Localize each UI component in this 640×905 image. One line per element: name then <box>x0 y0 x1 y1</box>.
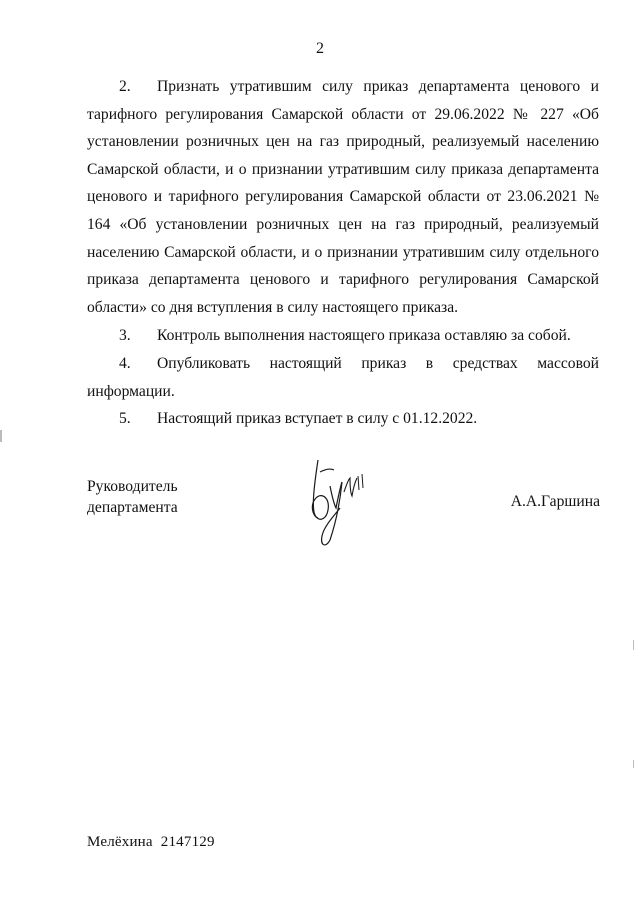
signer-position <box>87 476 178 518</box>
signer-position-line1: Руководитель <box>87 478 178 495</box>
paragraph-number: 4. <box>119 354 131 372</box>
paragraph-2 <box>87 73 599 321</box>
executor-footer <box>87 834 215 851</box>
paragraph-number: 5. <box>119 410 131 428</box>
paragraph-number: 2. <box>119 78 131 95</box>
document-body <box>87 73 599 433</box>
signer-name: А.А.Гаршина <box>510 493 600 510</box>
signer-position-line2: департамента <box>87 499 178 516</box>
paragraph-text: Признать утратившим силу приказ департамента ценового и тарифного регулирования Самарской области от 29.06.2022 № 227 «Об установлении розничных цен на газ природный, реализуемый населению Самарской области, и о признании утратившим силу приказа департамента ценового и тарифного регулирования Самарской области от 23.06.2021 № 164 «Об установлении розничных цен на газ природный, реализуемый населению Самарской области, и о признании утратившим силу отдельного приказа департамента ценового и тарифного регулирования Самарской области» со дня вступления в силу настоящего приказа. <box>87 78 599 316</box>
scan-edge-mark <box>0 430 2 442</box>
paragraph-4 <box>87 350 599 405</box>
paragraph-text: Контроль выполнения настоящего приказа оставляю за собой. <box>157 327 571 345</box>
executor-phone: 2147129 <box>160 834 215 850</box>
paragraph-text: Настоящий приказ вступает в силу с 01.12.2022. <box>157 410 478 428</box>
paragraph-text: Опубликовать настоящий приказ в средствах массовой информации. <box>87 354 599 400</box>
paragraph-number: 3. <box>119 327 131 345</box>
page-number: 2 <box>316 40 324 57</box>
scan-edge-mark <box>633 640 634 650</box>
handwritten-signature <box>300 452 368 552</box>
paragraph-5 <box>87 405 599 433</box>
scan-edge-mark <box>633 760 634 768</box>
executor-name: Мелёхина <box>87 834 153 850</box>
paragraph-3 <box>87 322 599 350</box>
